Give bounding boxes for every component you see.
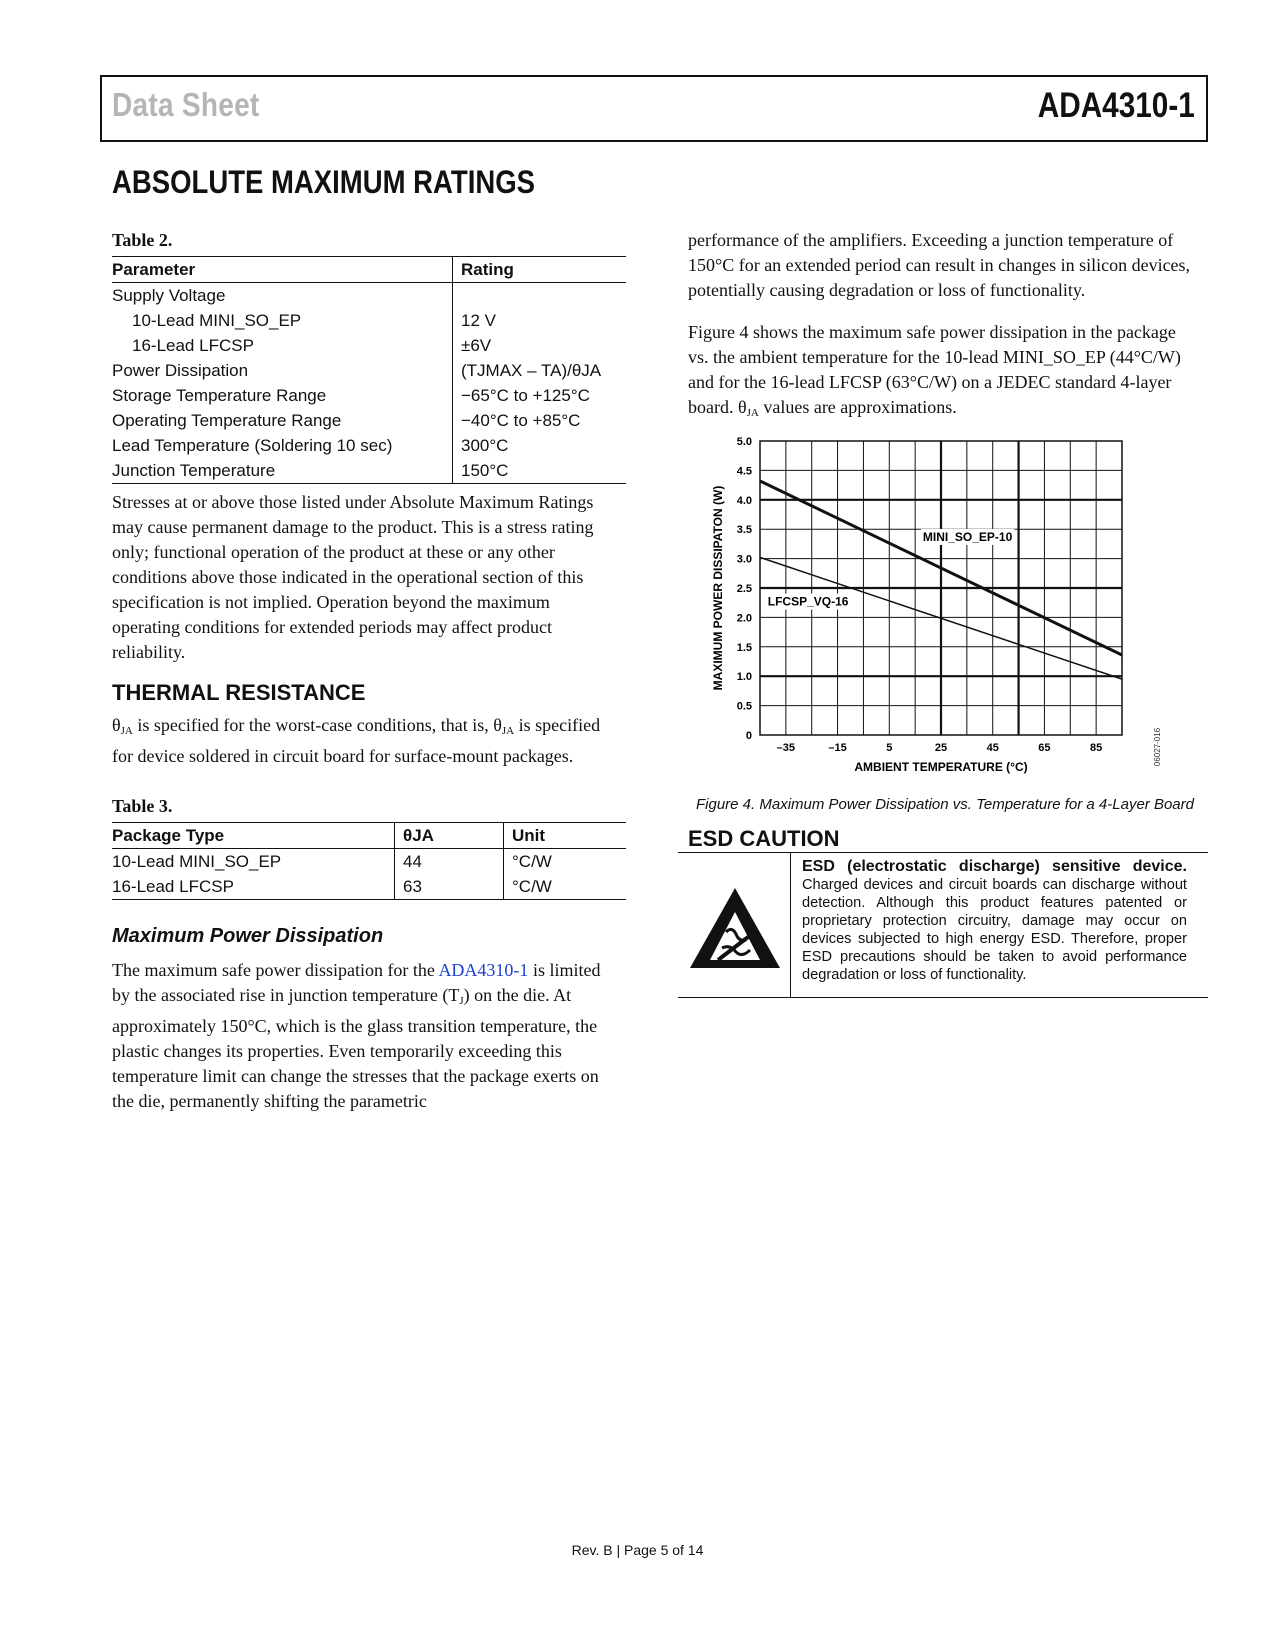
tj-subscript: J bbox=[459, 995, 464, 1007]
page-title: ABSOLUTE MAXIMUM RATINGS bbox=[112, 164, 535, 200]
esd-top-rule bbox=[678, 852, 1208, 853]
esd-body: Charged devices and circuit boards can discharge without detection. Although this product features patented or proprietary protection circuitry, damage may occur on devices subjected to high energy ESD. Therefore, proper ESD precautions should be taken to avoid performance degradation or loss of functionality. bbox=[802, 877, 1187, 983]
chart-grid bbox=[760, 441, 1122, 735]
x-tick-label: 65 bbox=[1038, 742, 1051, 754]
x-tick-label: –15 bbox=[828, 742, 847, 754]
x-axis-label: AMBIENT TEMPERATURE (°C) bbox=[854, 760, 1028, 774]
series-label: LFCSP_VQ-16 bbox=[767, 594, 849, 609]
table2-cell: (TJMAX – TA)/θJA bbox=[453, 358, 627, 383]
stress-paragraph: Stresses at or above those listed under Absolute Maximum Ratings may cause permanent damage to the product. This is a stress rating only; functional operation of the product at these or any other conditions above those indicated in the operational section of this specification is not implied. Operation beyond the maximum operating conditions for extended periods may affect product reliability. bbox=[112, 492, 594, 662]
table2-cell: Junction Temperature bbox=[112, 458, 453, 484]
esd-bottom-rule bbox=[678, 997, 1208, 998]
table2-cell: 10-Lead MINI_SO_EP bbox=[132, 311, 302, 330]
y-tick-label: 2.0 bbox=[736, 612, 752, 625]
esd-text bbox=[802, 858, 1187, 984]
table3-cell: 10-Lead MINI_SO_EP bbox=[112, 852, 282, 871]
x-tick-label: 5 bbox=[886, 742, 893, 754]
table3-cell: 44 bbox=[395, 849, 504, 875]
max-power-text: The maximum safe power dissipation for the bbox=[112, 960, 439, 980]
header-doc-type: Data Sheet bbox=[112, 86, 260, 123]
table2-cell: Power Dissipation bbox=[112, 361, 249, 380]
table3-header-unit: Unit bbox=[504, 823, 627, 849]
y-tick-label: 1.5 bbox=[736, 641, 752, 654]
esd-divider bbox=[790, 852, 791, 997]
table3-cell: 63 bbox=[395, 874, 504, 900]
header-part-number: ADA4310-1 bbox=[1037, 86, 1195, 125]
table3-header-theta: θJA bbox=[395, 823, 504, 849]
table2-header-parameter: Parameter bbox=[112, 257, 453, 283]
ja-subscript: JA bbox=[120, 725, 133, 737]
table3-cell: °C/W bbox=[504, 849, 627, 875]
esd-lead: ESD (electrostatic discharge) sensitive device. bbox=[802, 858, 1187, 875]
figure-intro-text: Figure 4 shows the maximum safe power dissipation in the package vs. the ambient temperature for the 10-lead MINI_SO_EP (44°C/W) and for the 16-lead LFCSP (63°C/W) on a JEDEC standard 4-layer board. θ bbox=[688, 322, 1181, 417]
esd-warning-icon bbox=[688, 882, 783, 972]
max-power-text: ) on the die. At approximately 150°C, which is the glass transition temperature, the plastic changes its properties. Even temporarily exceeding this temperature limit can change the stresses that the package exerts on the die, permanently shifting the parametric bbox=[112, 985, 599, 1111]
table2-cell: Lead Temperature (Soldering 10 sec) bbox=[112, 436, 393, 455]
table2-cell: 150°C bbox=[453, 458, 627, 484]
table2-cell: −65°C to +125°C bbox=[453, 383, 627, 408]
chart-labels bbox=[711, 436, 1162, 774]
table3-cell: 16-Lead LFCSP bbox=[112, 874, 395, 900]
y-tick-label: 0.5 bbox=[736, 700, 752, 713]
esd-heading: ESD CAUTION bbox=[688, 826, 840, 851]
theta-symbol: θ bbox=[112, 715, 121, 735]
table2-cell: 16-Lead LFCSP bbox=[132, 336, 254, 355]
x-tick-label: –35 bbox=[776, 742, 796, 754]
table2-cell: ±6V bbox=[453, 333, 627, 358]
table2-cell: Supply Voltage bbox=[112, 286, 226, 305]
table2-caption: Table 2. bbox=[112, 230, 173, 250]
ja-subscript: JA bbox=[746, 407, 759, 419]
table3-header-package: Package Type bbox=[112, 823, 395, 849]
table2-header-rating: Rating bbox=[453, 257, 627, 283]
x-tick-label: 45 bbox=[986, 742, 999, 754]
max-power-text: is limited by the associated rise in junction temperature (T bbox=[112, 960, 601, 1005]
series-label: MINI_SO_EP-10 bbox=[922, 529, 1013, 544]
figure-intro-text: values are approximations. bbox=[758, 397, 957, 417]
thermal-text: is specified for device soldered in circuit board for surface-mount packages. bbox=[112, 715, 601, 766]
y-tick-label: 4.5 bbox=[736, 465, 752, 478]
thermal-resistance-heading: THERMAL RESISTANCE bbox=[112, 680, 366, 705]
table3-caption: Table 3. bbox=[112, 796, 173, 816]
y-tick-label: 1.0 bbox=[736, 671, 752, 684]
max-power-heading: Maximum Power Dissipation bbox=[112, 925, 384, 947]
table2-cell: Storage Temperature Range bbox=[112, 386, 327, 405]
ja-subscript: JA bbox=[501, 725, 515, 737]
table2-cell: 300°C bbox=[453, 433, 627, 458]
thermal-text: is specified for the worst-case conditions, that is, bbox=[132, 715, 494, 735]
y-axis-label: MAXIMUM POWER DISSIPATON (W) bbox=[711, 485, 725, 691]
y-tick-label: 3.0 bbox=[736, 553, 752, 566]
part-number-link[interactable]: ADA4310-1 bbox=[438, 960, 529, 980]
x-tick-label: 85 bbox=[1090, 742, 1103, 754]
table2-cell: Operating Temperature Range bbox=[112, 411, 342, 430]
table2-cell: 12 V bbox=[453, 308, 627, 333]
page-footer: Rev. B | Page 5 of 14 bbox=[571, 1542, 704, 1558]
theta-symbol: θ bbox=[493, 715, 502, 735]
junction-paragraph: performance of the amplifiers. Exceeding a junction temperature of 150°C for an extended period can result in changes in silicon devices, potentially causing degradation or loss of functionality. bbox=[688, 230, 1191, 300]
figure-caption: Figure 4. Maximum Power Dissipation vs. Temperature for a 4-Layer Board bbox=[696, 796, 1194, 813]
x-tick-label: 25 bbox=[934, 742, 948, 754]
y-tick-label: 0 bbox=[745, 730, 752, 742]
table2-cell: −40°C to +85°C bbox=[453, 408, 627, 433]
y-tick-label: 3.5 bbox=[736, 524, 752, 537]
figure-id: 06027-016 bbox=[1153, 727, 1162, 767]
y-tick-label: 2.5 bbox=[736, 583, 752, 595]
y-tick-label: 5.0 bbox=[736, 436, 752, 448]
table3-cell: °C/W bbox=[504, 874, 627, 900]
y-tick-label: 4.0 bbox=[736, 494, 752, 507]
